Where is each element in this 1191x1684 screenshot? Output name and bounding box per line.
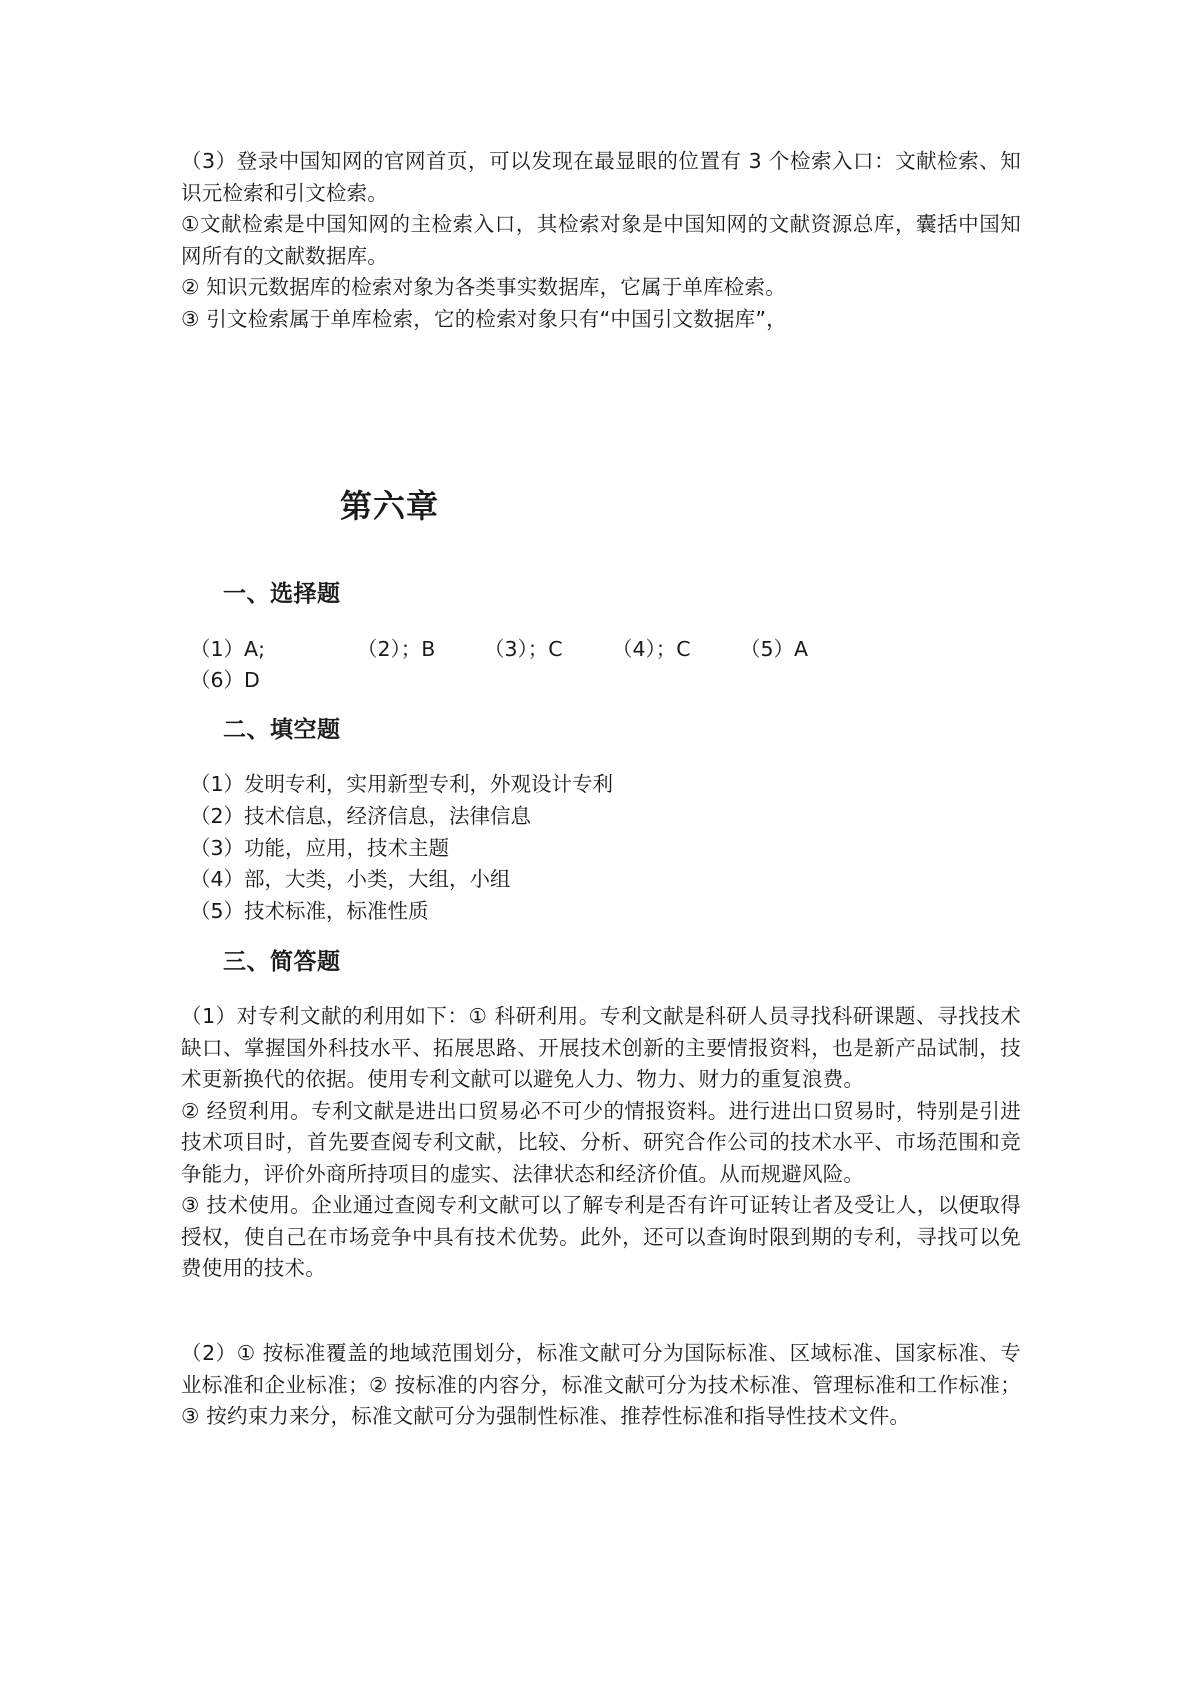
- chapter-title: 第六章: [340, 487, 440, 525]
- paragraph: （1）对专利文献的利用如下：① 科研利用。专利文献是科研人员寻找科研课题、寻找技术缺口、掌握国外科技水平、拓展思路、开展技术创新的主要情报资料，也是新产品试制，技术更新换代的依据。使用专利文献可以避免人力、物力、财力的重复浪费。: [181, 1004, 1021, 1091]
- paragraph: （3）登录中国知网的官网首页，可以发现在最显眼的位置有 3 个检索入口：文献检索、知识元检索和引文检索。: [181, 149, 1021, 205]
- paragraph: ② 知识元数据库的检索对象为各类事实数据库，它属于单库检索。: [181, 275, 786, 299]
- fill-answer: （5）技术标准，标准性质: [190, 899, 429, 924]
- fill-answer: （2）技术信息，经济信息，法律信息: [190, 803, 532, 828]
- paragraph: （2）① 按标准覆盖的地域范围划分，标准文献可分为国际标准、区域标准、国家标准、专业标准和企业标准；② 按标准的内容分，标准文献可分为技术标准、管理标准和工作标准；③ 按约束力来分，标准文献可分为强制性标准、推荐性标准和指导性技术文件。: [181, 1341, 1021, 1428]
- fill-answer: （4）部，大类，小类，大组，小组: [190, 867, 511, 892]
- paragraph: ② 经贸利用。专利文献是进出口贸易必不可少的情报资料。进行进出口贸易时，特别是引进技术项目时，首先要查阅专利文献，比较、分析、研究合作公司的技术水平、市场范围和竞争能力，评价外商所持项目的虚实、法律状态和经济价值。从而规避风险。: [181, 1098, 1021, 1186]
- fill-answers-list: [190, 769, 613, 928]
- choice-answers-row: [0, 633, 1191, 665]
- short-answer-1-block: [181, 1001, 1021, 1285]
- choice-answer: （4）；C: [612, 637, 691, 661]
- paragraph: ③ 技术使用。企业通过查阅专利文献可以了解专利是否有许可证转让者及受让人，以便取得授权，使自己在市场竞争中具有技术优势。此外，还可以查询时限到期的专利，寻找可以免费使用的技术。: [181, 1193, 1021, 1280]
- short-answer-2-block: [181, 1338, 1021, 1433]
- fill-answer: （3）功能，应用，技术主题: [190, 835, 450, 860]
- paragraph: ①文献检索是中国知网的主检索入口，其检索对象是中国知网的文献资源总库，囊括中国知网所有的文献数据库。: [181, 212, 1021, 268]
- choice-answer: （6）D: [190, 668, 260, 692]
- chapter5-answer-block: [181, 146, 1021, 335]
- section-heading-short: 三、简答题: [223, 949, 341, 975]
- choice-answer: （3）；C: [484, 637, 563, 661]
- section-heading-choice: 一、选择题: [223, 581, 341, 607]
- choice-answer: （5）A: [740, 637, 809, 661]
- paragraph: ③ 引文检索属于单库检索，它的检索对象只有“中国引文数据库”，: [181, 306, 787, 331]
- choice-answer: （1）A;: [190, 637, 265, 661]
- choice-answer: （2）；B: [357, 637, 436, 661]
- section-heading-fill: 二、填空题: [223, 717, 341, 743]
- fill-answer: （1）发明专利，实用新型专利，外观设计专利: [190, 772, 614, 796]
